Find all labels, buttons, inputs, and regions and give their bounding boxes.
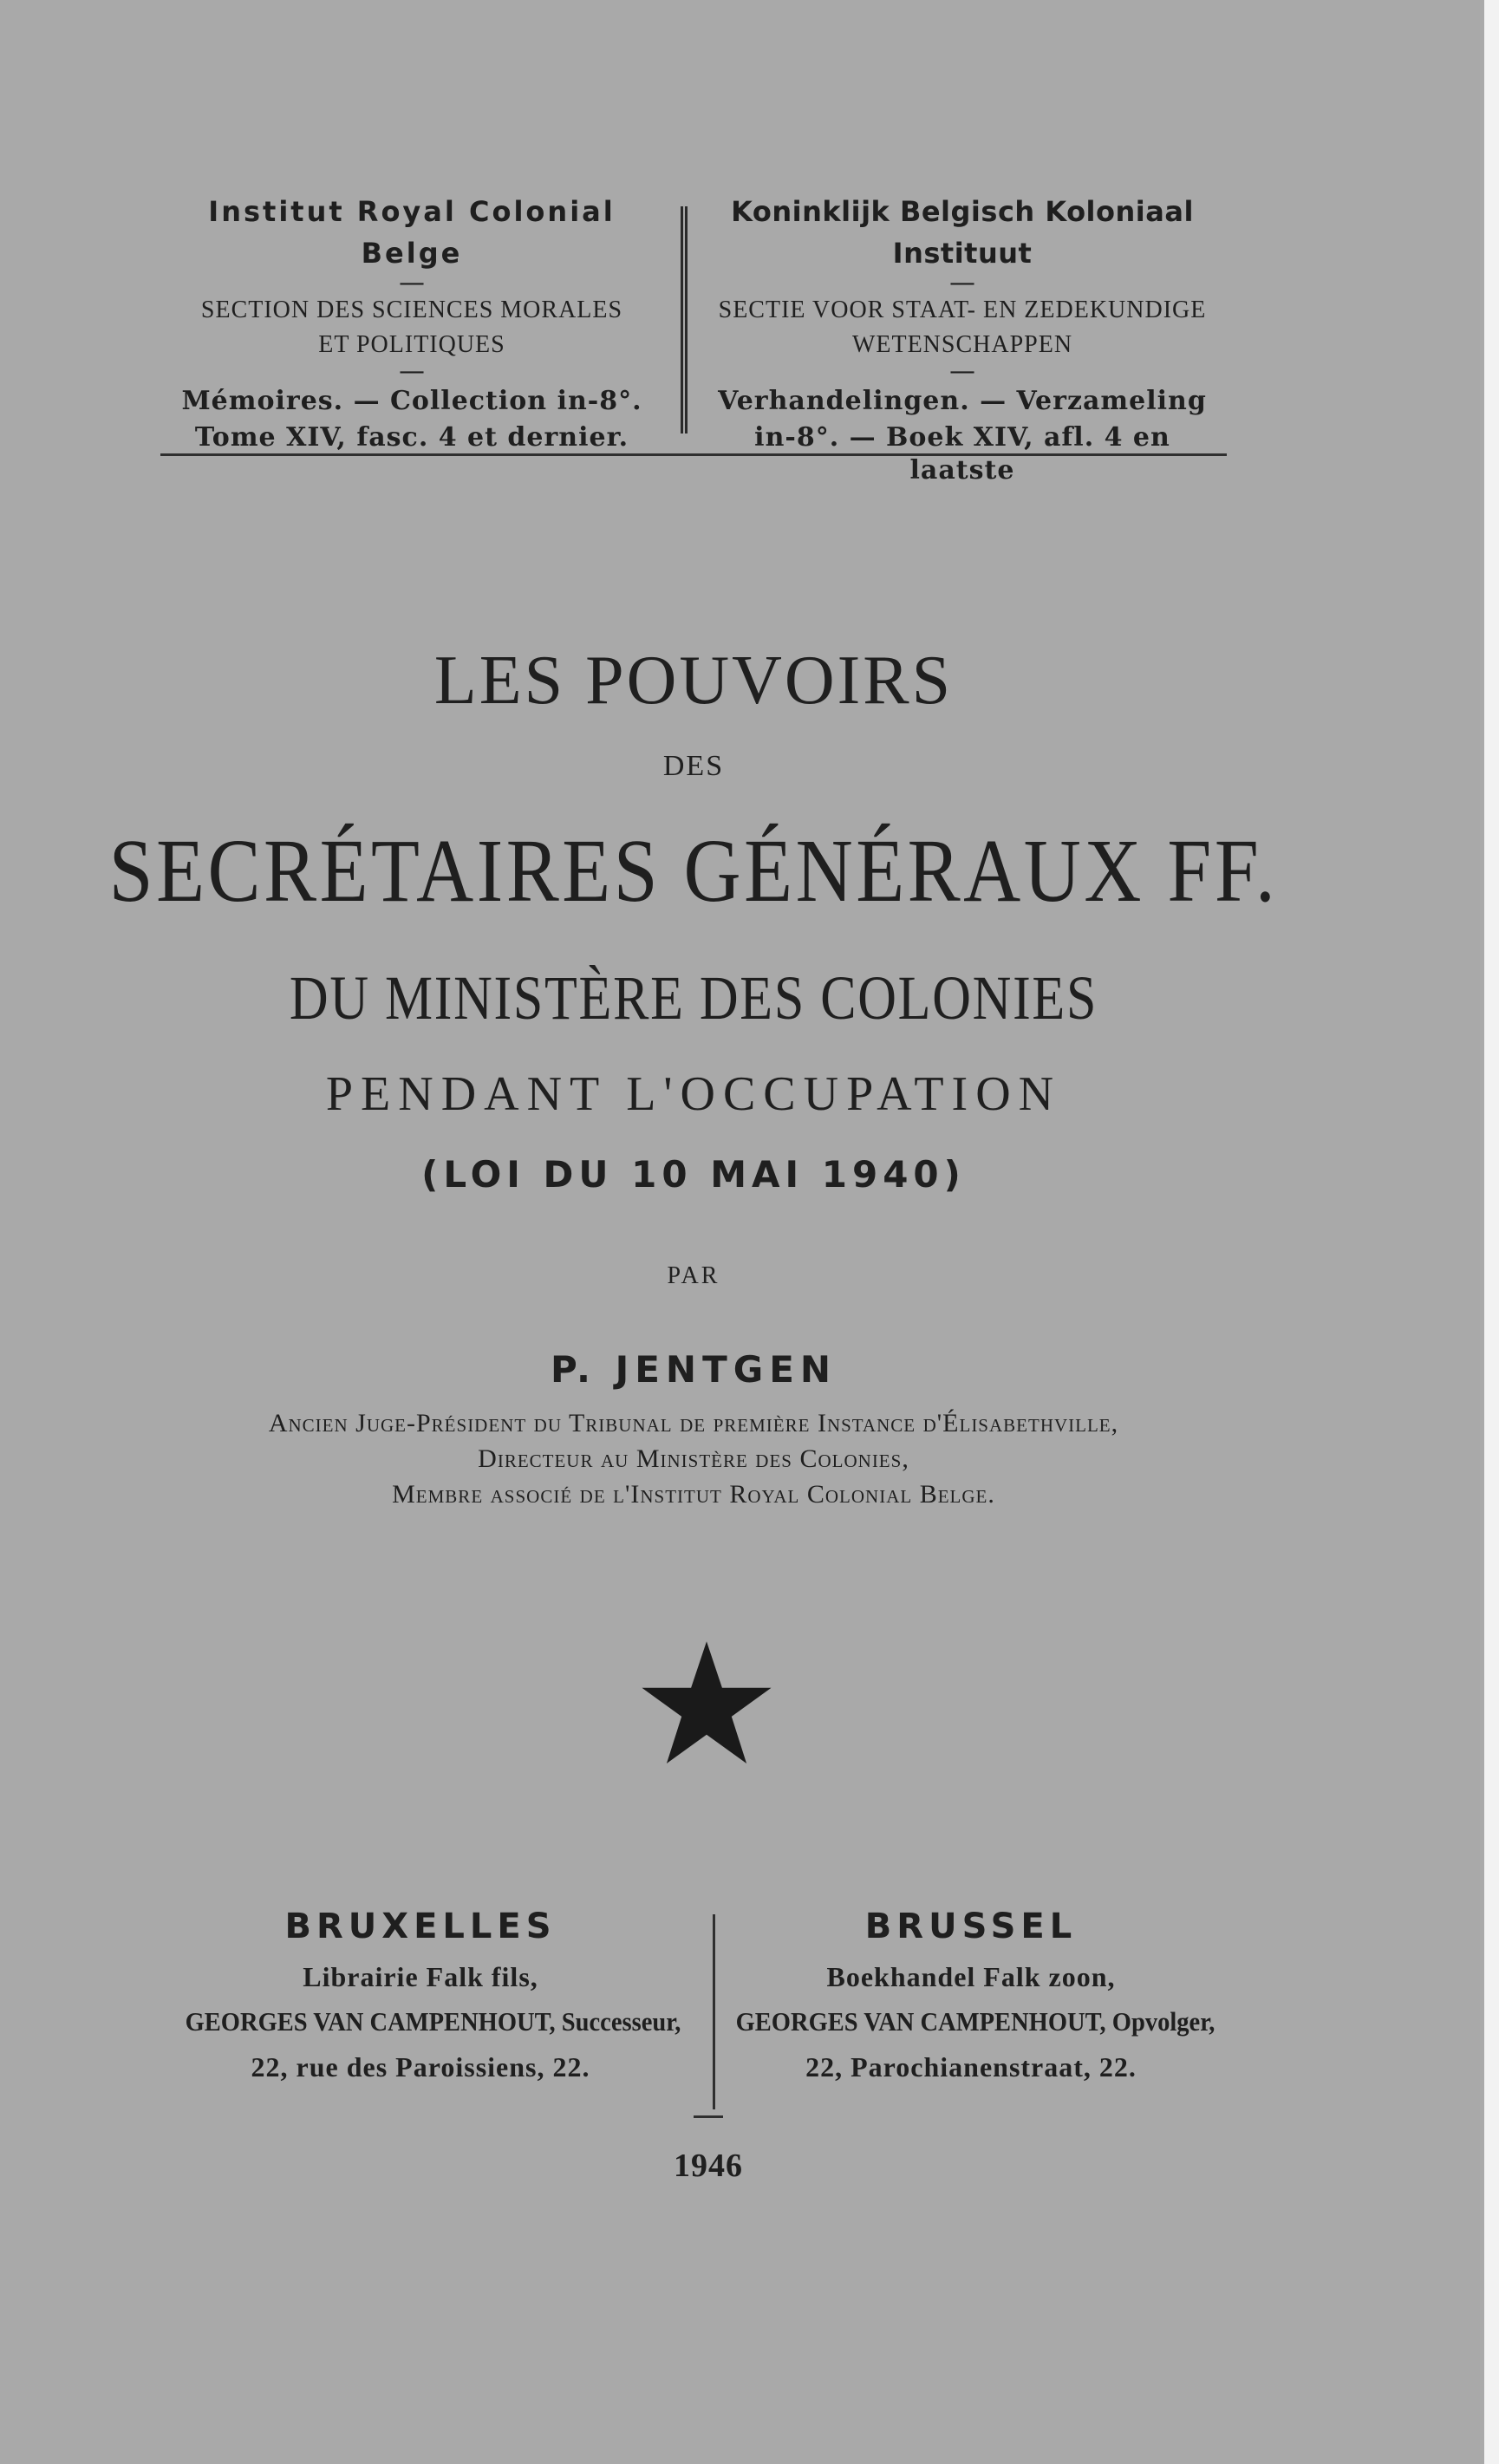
- title-line-1: LES POUVOIRS: [433, 642, 954, 719]
- title-line-5: PENDANT L'OCCUPATION: [325, 1067, 1062, 1121]
- header-dash: —: [399, 356, 425, 387]
- author-role-1: Ancien Juge-Président du Tribunal de première Instance d'Élisabethville,: [268, 1409, 1119, 1437]
- address-nl: 22, Parochianenstraat, 22.: [805, 2051, 1137, 2083]
- collection-nl: Verhandelingen. — Verzameling: [718, 386, 1207, 416]
- section-name-fr-1: SECTION DES SCIENCES MORALES: [200, 297, 623, 323]
- star-icon: [636, 1639, 777, 1777]
- city-fr: BRUXELLES: [284, 1907, 557, 1946]
- publisher-name-nl: GEORGES VAN CAMPENHOUT, Opvolger,: [735, 2006, 1215, 2037]
- publication-year: 1946: [674, 2148, 743, 2184]
- section-name-nl-2: WETENSCHAPPEN: [851, 331, 1073, 358]
- header-french: [160, 191, 663, 453]
- by-label: PAR: [667, 1262, 720, 1289]
- author-name: P. JENTGEN: [550, 1348, 837, 1391]
- title-line-4: DU MINISTÈRE DES COLONIES: [289, 963, 1098, 1033]
- header-dutch: [698, 191, 1227, 486]
- scan-edge: [1484, 0, 1499, 2464]
- collection-fr: Mémoires. — Collection in-8°.: [181, 386, 642, 416]
- publisher-footer: [165, 1899, 1248, 2107]
- volume-nl: in-8°. — Boek XIV, afl. 4 en laatste: [754, 422, 1170, 486]
- author-role-3: Membre associé de l'Institut Royal Colonial Belge.: [392, 1480, 995, 1509]
- series-header: [160, 191, 1227, 486]
- header-rule: [160, 453, 1227, 456]
- address-fr: 22, rue des Paroissiens, 22.: [251, 2051, 590, 2083]
- institute-name-fr: Institut Royal Colonial Belge: [208, 195, 616, 270]
- section-name-fr-2: ET POLITIQUES: [318, 331, 505, 358]
- section-name-nl-1: SECTIE VOOR STAAT- EN ZEDEKUNDIGE: [718, 297, 1207, 323]
- title-line-2: DES: [662, 750, 725, 782]
- bookshop-nl: Boekhandel Falk zoon,: [826, 1961, 1116, 1992]
- bookshop-fr: Librairie Falk fils,: [303, 1961, 538, 1992]
- publisher-name-fr: GEORGES VAN CAMPENHOUT, Successeur,: [185, 2006, 681, 2037]
- publisher-french: [165, 1899, 681, 2089]
- city-nl: BRUSSEL: [864, 1907, 1078, 1946]
- title-law-reference: (LOI DU 10 MAI 1940): [421, 1153, 966, 1196]
- author-role-2: Directeur au Ministère des Colonies,: [478, 1444, 909, 1473]
- volume-fr: Tome XIV, fasc. 4 et dernier.: [194, 422, 629, 453]
- header-dash: —: [399, 268, 425, 298]
- header-divider: [681, 206, 688, 433]
- year-dash: [694, 2115, 723, 2118]
- header-dash: —: [949, 268, 975, 298]
- header-dash: —: [949, 356, 975, 387]
- publisher-dutch: [715, 1899, 1227, 2089]
- institute-name-nl: Koninklijk Belgisch Koloniaal Instituut: [731, 195, 1194, 270]
- title-main: SECRÉTAIRES GÉNÉRAUX FF.: [108, 821, 1279, 921]
